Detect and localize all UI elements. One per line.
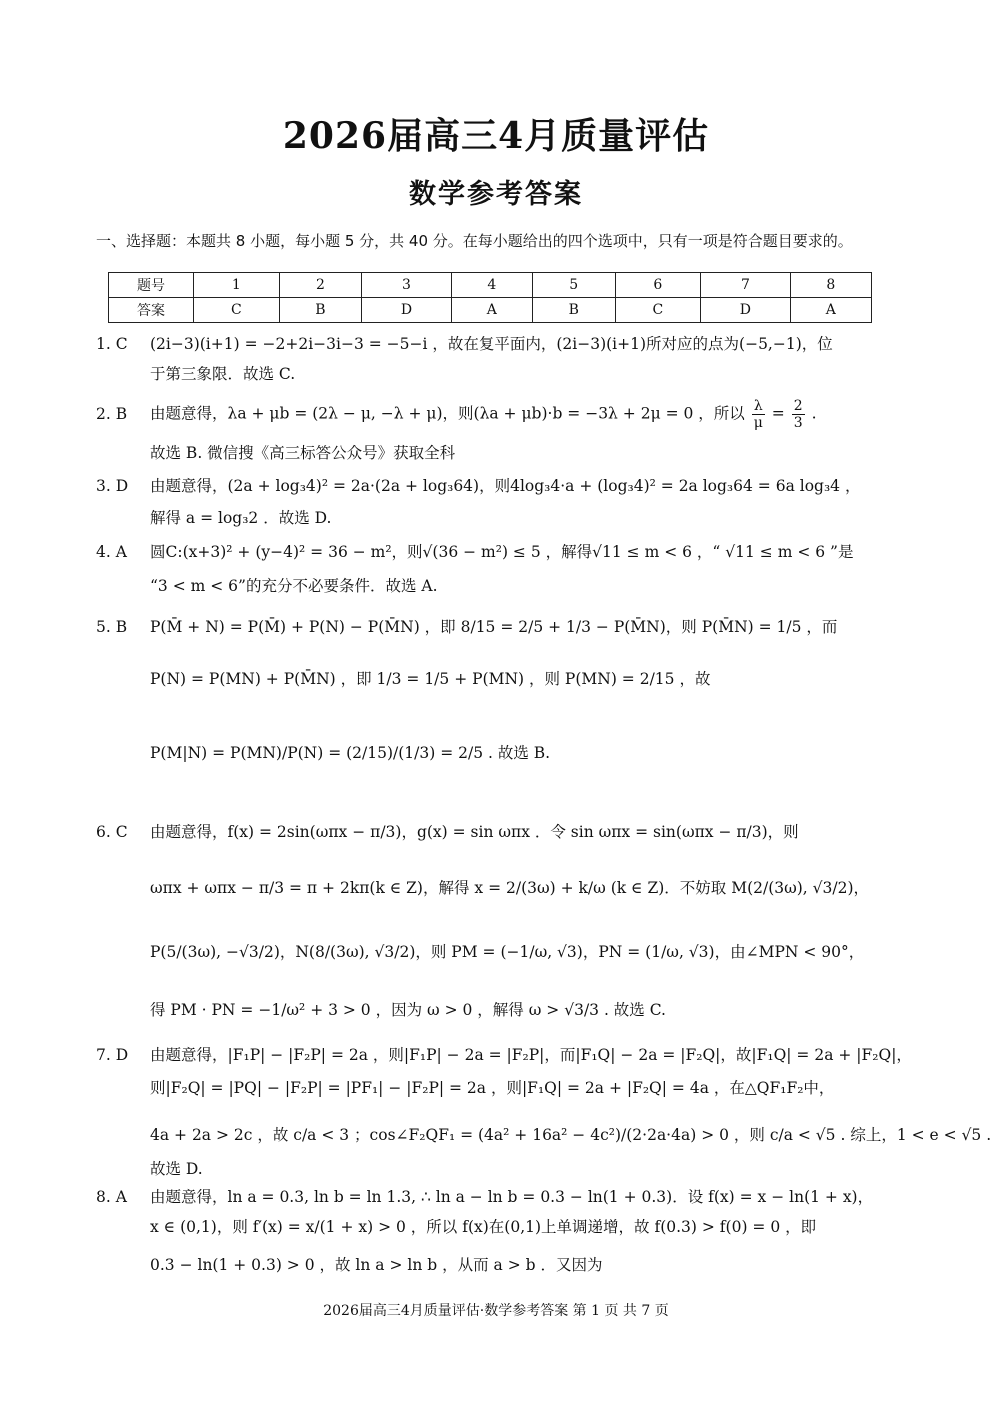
solution-1 bbox=[96, 333, 902, 393]
solution-6 bbox=[96, 821, 902, 1046]
solution-line: 由题意得，ln a = 0.3, ln b = ln 1.3, ∴ ln a − ln b = 0.3 − ln(1 + 0.3)．设 f(x) = x − ln(1 + x)， bbox=[150, 1188, 874, 1206]
table-cell-number: 1 bbox=[194, 273, 280, 298]
page-subtitle: 数学参考答案 bbox=[409, 179, 583, 210]
fraction bbox=[792, 398, 805, 431]
section-header: 一、选择题：本题共 8 小题，每小题 5 分，共 40 分。在每小题给出的四个选项中，只有一项是符合题目要求的。 bbox=[96, 232, 853, 250]
answer-table-answer-row bbox=[109, 298, 872, 323]
solution-2 bbox=[96, 398, 902, 468]
fraction-denominator: 3 bbox=[793, 415, 803, 431]
solution-number: 4. A bbox=[96, 543, 127, 561]
fraction-numerator: λ bbox=[752, 398, 765, 415]
table-cell-number: 3 bbox=[362, 273, 451, 298]
solution-line: x ∈ (0,1)，则 f′(x) = x/(1 + x) > 0 ，所以 f(x)在(0,1)上单调递增，故 f(0.3) > f(0) = 0 ，即 bbox=[150, 1218, 817, 1236]
solution-line: 故选 D. bbox=[150, 1160, 203, 1178]
period: . bbox=[811, 404, 817, 423]
solution-text: 由题意得，λa + μb = (2λ − μ, −λ + μ)，则(λa + μb)·b = −3λ + 2μ = 0 ，所以 bbox=[150, 404, 745, 423]
solution-line: 由题意得，f(x) = 2sin(ωπx − π/3)，g(x) = sin ωπx ．令 sin ωπx = sin(ωπx − π/3)，则 bbox=[150, 823, 799, 841]
solution-line: 故选 B. 微信搜《高三标答公众号》获取全科 bbox=[150, 444, 456, 462]
solution-line: P(5/(3ω), −√3/2)，N(8/(3ω), √3/2)，则 PM = (−1/ω, √3)，PN = (1/ω, √3)，由∠MPN < 90°， bbox=[150, 943, 865, 961]
answer-table bbox=[108, 272, 872, 323]
solution-5 bbox=[96, 616, 902, 796]
solution-line: “3 < m < 6”的充分不必要条件．故选 A. bbox=[150, 577, 438, 595]
solution-number: 3. D bbox=[96, 477, 129, 495]
fraction bbox=[752, 398, 765, 431]
solution-7 bbox=[96, 1044, 992, 1179]
solution-line: ωπx + ωπx − π/3 = π + 2kπ(k ∈ Z)，解得 x = 2/(3ω) + k/ω (k ∈ Z)．不妨取 M(2/(3ω), √3/2)， bbox=[150, 879, 870, 897]
table-cell-answer: B bbox=[279, 298, 362, 323]
solution-number: 7. D bbox=[96, 1046, 129, 1064]
solution-number: 8. A bbox=[96, 1188, 127, 1206]
table-header-label: 题号 bbox=[109, 273, 194, 298]
table-cell-number: 2 bbox=[279, 273, 362, 298]
solution-number: 2. B bbox=[96, 405, 128, 423]
table-cell-answer: B bbox=[532, 298, 615, 323]
solution-line bbox=[150, 398, 817, 431]
table-cell-answer: A bbox=[790, 298, 871, 323]
solution-line: (2i−3)(i+1) = −2+2i−3i−3 = −5−i ，故在复平面内，(2i−3)(i+1)所对应的点为(−5,−1)，位 bbox=[150, 335, 833, 353]
solution-line: 于第三象限．故选 C. bbox=[150, 365, 296, 383]
equals-sign: = bbox=[771, 404, 785, 423]
table-cell-answer: D bbox=[362, 298, 451, 323]
table-cell-answer: C bbox=[194, 298, 280, 323]
solution-line: 解得 a = log₃2 ．故选 D. bbox=[150, 509, 332, 527]
table-cell-number: 4 bbox=[451, 273, 532, 298]
solution-number: 5. B bbox=[96, 618, 128, 636]
solution-8 bbox=[96, 1186, 902, 1286]
solution-line: 圆C:(x+3)² + (y−4)² = 36 − m²，则√(36 − m²) ≤ 5 ，解得√11 ≤ m < 6 ，“ √11 ≤ m < 6 ”是 bbox=[150, 543, 854, 561]
table-cell-answer: D bbox=[701, 298, 790, 323]
solution-3 bbox=[96, 475, 902, 535]
solution-4 bbox=[96, 541, 902, 601]
solution-line: P(M|N) = P(MN)/P(N) = (2/15)/(1/3) = 2/5 . 故选 B. bbox=[150, 744, 551, 762]
solution-line: 0.3 − ln(1 + 0.3) > 0 ，故 ln a > ln b ，从而 a > b ．又因为 bbox=[150, 1256, 603, 1274]
table-cell-answer: A bbox=[451, 298, 532, 323]
solution-line: 由题意得，|F₁P| − |F₂P| = 2a ，则|F₁P| − 2a = |F₂P|，而|F₁Q| − 2a = |F₂Q|，故|F₁Q| = 2a + |F₂Q|， bbox=[150, 1046, 912, 1064]
table-cell-number: 6 bbox=[615, 273, 701, 298]
solution-line: P(N) = P(MN) + P(M̄N) ，即 1/3 = 1/5 + P(MN) ，则 P(MN) = 2/15 ，故 bbox=[150, 670, 711, 688]
solution-line: P(M̄ + N) = P(M̄) + P(N) − P(M̄N) ，即 8/15 = 2/5 + 1/3 − P(M̄N)，则 P(M̄N) = 1/5 ，而 bbox=[150, 618, 838, 636]
solution-number: 6. C bbox=[96, 823, 128, 841]
solution-number: 1. C bbox=[96, 335, 128, 353]
solution-line: 4a + 2a > 2c ，故 c/a < 3 ；cos∠F₂QF₁ = (4a² + 16a² − 4c²)/(2·2a·4a) > 0 ，则 c/a < √5 . 综上，1 < e < √5 . bbox=[150, 1126, 992, 1144]
solution-line: 得 PM · PN = −1/ω² + 3 > 0 ，因为 ω > 0 ，解得 ω > √3/3 . 故选 C. bbox=[150, 1001, 666, 1019]
page-footer: 2026届高三4月质量评估·数学参考答案 第 1 页 共 7 页 bbox=[323, 1303, 669, 1319]
page-title: 2026届高三4月质量评估 bbox=[282, 115, 710, 157]
solution-line: 则|F₂Q| = |PQ| − |F₂P| = |PF₁| − |F₂P| = 2a ，则|F₁Q| = 2a + |F₂Q| = 4a ，在△QF₁F₂中， bbox=[150, 1079, 835, 1097]
table-cell-number: 7 bbox=[701, 273, 790, 298]
table-answer-label: 答案 bbox=[109, 298, 194, 323]
solution-line: 由题意得，(2a + log₃4)² = 2a·(2a + log₃64)，则4log₃4·a + (log₃4)² = 2a log₃64 = 6a log₃4 ， bbox=[150, 477, 861, 495]
answer-table-header-row bbox=[109, 273, 872, 298]
table-cell-number: 8 bbox=[790, 273, 871, 298]
table-cell-answer: C bbox=[615, 298, 701, 323]
fraction-denominator: μ bbox=[753, 415, 763, 431]
fraction-numerator: 2 bbox=[793, 398, 803, 414]
table-cell-number: 5 bbox=[532, 273, 615, 298]
